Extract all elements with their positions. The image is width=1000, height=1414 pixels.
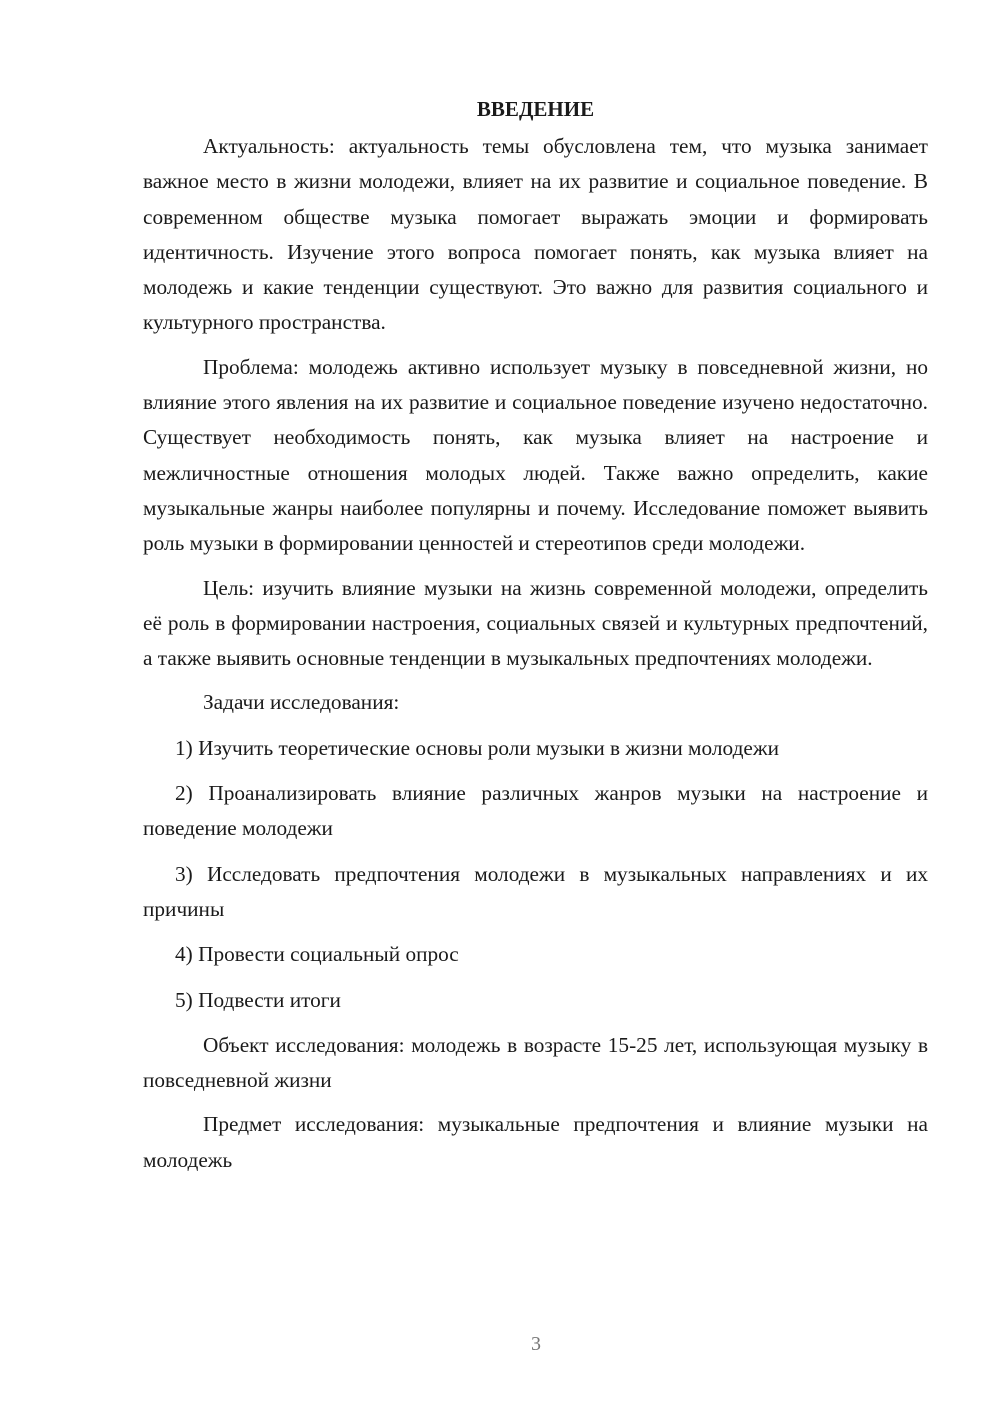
task-item-4: 4) Провести социальный опрос xyxy=(175,942,459,967)
document-page xyxy=(143,92,928,1187)
object-paragraph: Объект исследования: молодежь в возрасте 15-25 лет, использующая музыку в повседневной жизни xyxy=(143,1032,928,1093)
page-number: 3 xyxy=(531,1333,541,1355)
task-item-1: 1) Изучить теоретические основы роли музыки в жизни молодежи xyxy=(175,735,779,760)
tasks-heading: Задачи исследования: xyxy=(203,690,400,715)
task-item-3: 3) Исследовать предпочтения молодежи в музыкальных направлениях и их причины xyxy=(143,861,928,921)
task-item-5: 5) Подвести итоги xyxy=(175,987,341,1012)
goal-paragraph: Цель: изучить влияние музыки на жизнь современной молодежи, определить её роль в формировании настроения, социальных связей и культурных предпочтений, а также выявить основные тенденции в музыкальных предпочтениях молодежи. xyxy=(143,575,928,671)
page-title: ВВЕДЕНИЕ xyxy=(476,97,595,121)
relevance-paragraph: Актуальность: актуальность темы обусловлена тем, что музыка занимает важное место в жизни молодежи, влияет на их развитие и социальное поведение. В современном обществе музыка помогает выражать эмоции и формировать идентичность. Изучение этого вопроса помогает понять, как музыка влияет на молодежь и какие тенденции существуют. Это важно для развития социального и культурного пространства. xyxy=(143,134,928,335)
problem-paragraph: Проблема: молодежь активно использует музыку в повседневной жизни, но влияние этого явления на их развитие и социальное поведение изучено недостаточно. Существует необходимость понять, как музыка влияет на настроение и межличностные отношения молодых людей. Также важно определить, какие музыкальные жанры наиболее популярны и почему. Исследование поможет выявить роль музыки в формировании ценностей и стереотипов среди молодежи. xyxy=(143,354,928,556)
task-item-2: 2) Проанализировать влияние различных жанров музыки на настроение и поведение молодежи xyxy=(143,781,928,841)
subject-paragraph: Предмет исследования: музыкальные предпочтения и влияние музыки на молодежь xyxy=(143,1112,928,1172)
